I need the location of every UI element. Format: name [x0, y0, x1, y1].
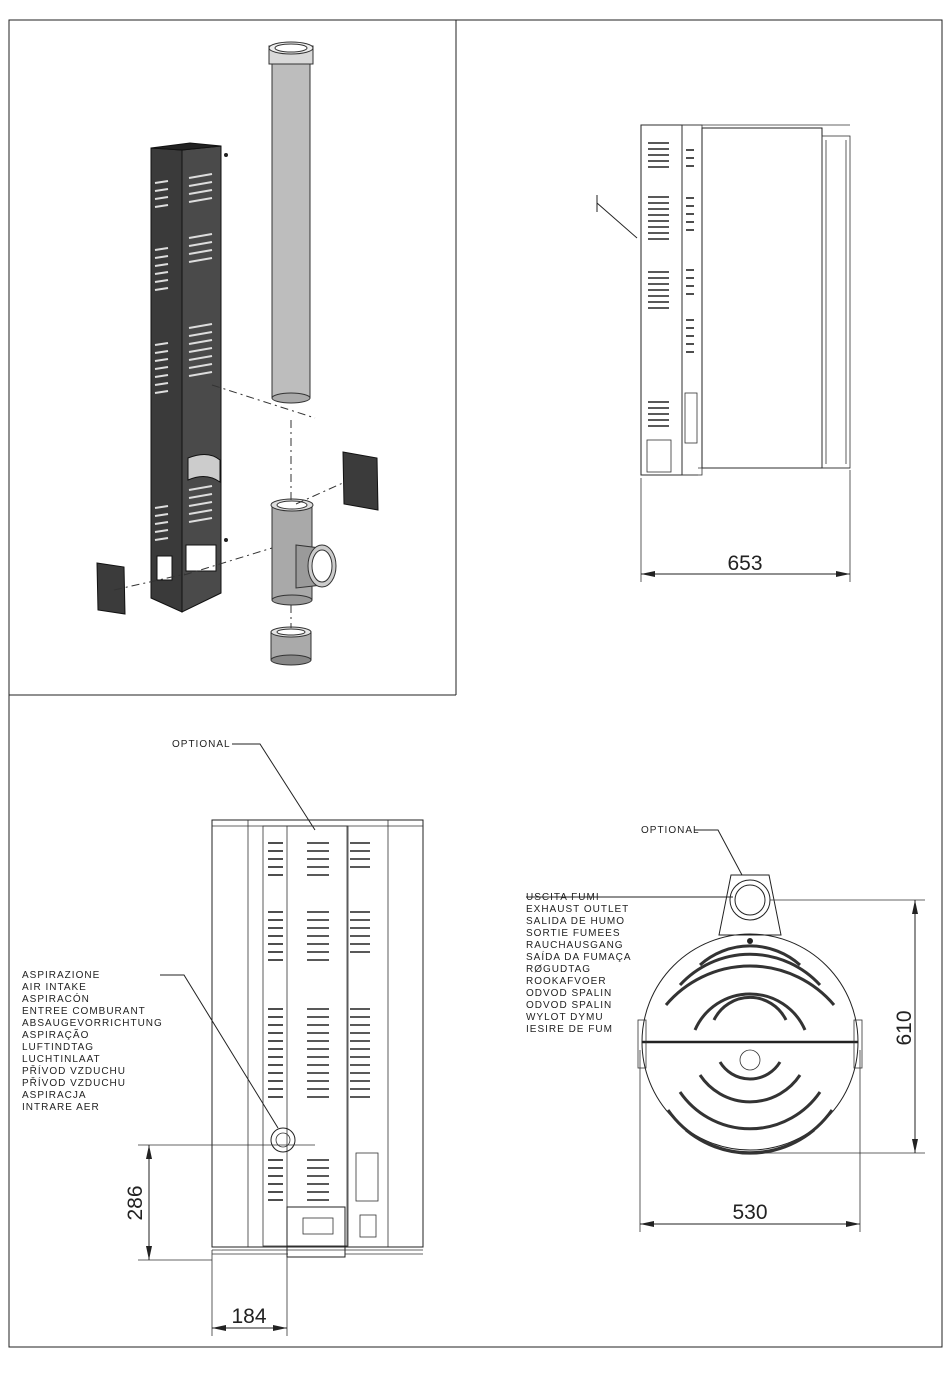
pipe-coupling: [271, 627, 311, 665]
exhaust-label: RAUCHAUSGANG: [526, 940, 624, 951]
air-intake-port: [271, 1128, 295, 1152]
air-intake-label-list: [22, 970, 163, 1113]
chimney-cover-panel: [151, 143, 228, 612]
top-grille: [666, 946, 834, 1153]
inspection-plate-right: [343, 452, 378, 510]
side-leader-line: [597, 203, 637, 238]
exhaust-outlet-ring: [730, 880, 770, 920]
exhaust-label: SALIDA DE HUMO: [526, 916, 626, 927]
optional-label-top: OPTIONAL: [641, 825, 700, 836]
air-intake-label: LUCHTINLAAT: [22, 1054, 101, 1065]
optional-leader-top: [694, 830, 742, 875]
dimension-height-286: 286: [124, 1185, 147, 1221]
side-view: [597, 125, 850, 582]
air-intake-label: ASPIRACJA: [22, 1090, 87, 1101]
exploded-view: [97, 42, 378, 665]
exhaust-label: SAÍDA DA FUMAÇA: [526, 952, 632, 963]
exhaust-label: EXHAUST OUTLET: [526, 904, 630, 915]
top-view: [526, 825, 925, 1232]
optional-label-rear: OPTIONAL: [172, 739, 231, 750]
air-intake-label: ASPIRACÓN: [22, 994, 90, 1005]
exhaust-label-list: [526, 892, 632, 1035]
exhaust-label: ODVOD SPALIN: [526, 988, 613, 999]
dimension-width-184: 184: [231, 1305, 267, 1328]
exhaust-label: RØGUDTAG: [526, 964, 592, 975]
flue-outlet-bracket: [719, 875, 781, 935]
exhaust-label: IESIRE DE FUM: [526, 1024, 613, 1035]
dimension-height-610: 610: [893, 1010, 916, 1046]
air-intake-label: LUFTINDTAG: [22, 1042, 95, 1053]
optional-leader-rear: [232, 744, 315, 830]
air-intake-label: AIR INTAKE: [22, 982, 87, 993]
air-intake-label: ENTREE COMBURANT: [22, 1006, 146, 1017]
air-intake-label: INTRARE AER: [22, 1102, 100, 1113]
flue-pipe: [269, 42, 313, 403]
side-chimney-cover: [641, 125, 682, 475]
air-intake-label: ASPIRAÇÃO: [22, 1030, 90, 1041]
stove-body-side: [702, 128, 822, 468]
tee-fitting: [271, 499, 336, 605]
exhaust-label: WYLOT DYMU: [526, 1012, 604, 1023]
rear-base-bracket: [287, 1207, 345, 1257]
dimension-width-530: 530: [732, 1201, 768, 1224]
rear-view: [22, 739, 423, 1336]
exhaust-label: SORTIE FUMEES: [526, 928, 621, 939]
exhaust-label: USCITA FUMI: [526, 892, 600, 903]
exhaust-label: ODVOD SPALIN: [526, 1000, 613, 1011]
dimension-width-653: 653: [727, 552, 763, 575]
air-intake-label: ASPIRAZIONE: [22, 970, 101, 981]
air-intake-label: PŘÍVOD VZDUCHU: [22, 1066, 127, 1077]
air-intake-label: ABSAUGEVORRICHTUNG: [22, 1018, 163, 1029]
air-intake-leader: [160, 975, 278, 1128]
air-intake-label: PŘÍVOD VZDUCHU: [22, 1078, 127, 1089]
exhaust-label: ROOKAFVOER: [526, 976, 607, 987]
electrical-panel: [356, 1153, 378, 1201]
